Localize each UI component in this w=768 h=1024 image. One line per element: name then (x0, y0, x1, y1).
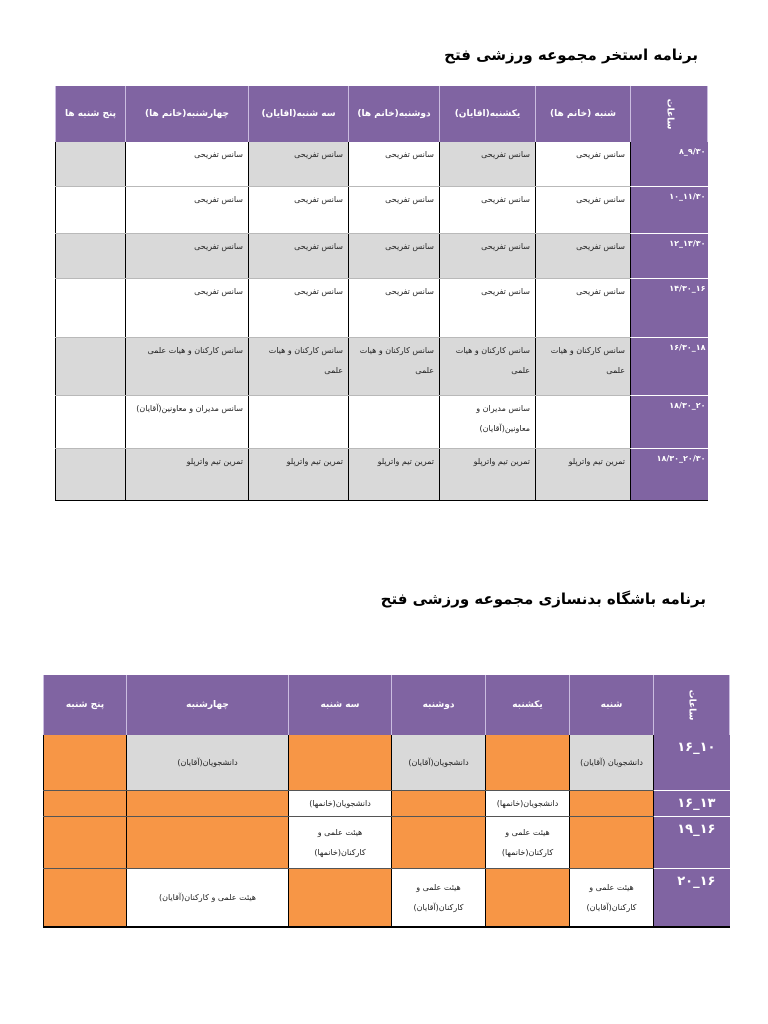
gym-cell-saturday (570, 791, 654, 817)
pool-time-cell: ۱۴/۳۰_۱۶ (631, 279, 708, 338)
pool-schedule-table (55, 86, 708, 501)
pool-cell-tuesday (249, 396, 349, 449)
pool-cell-tuesday: تمرین تیم واترپلو (249, 449, 349, 501)
pool-cell-thursday (56, 338, 126, 396)
gym-cell-thursday (44, 791, 127, 817)
gym-cell-sunday: هیئت علمی و کارکنان(خانمها) (486, 817, 570, 869)
gym-cell-wednesday (127, 791, 289, 817)
table-row (56, 187, 708, 234)
pool-cell-thursday (56, 396, 126, 449)
pool-header-saturday: شنبه (خانم ها) (536, 86, 631, 142)
pool-header-row (56, 86, 708, 142)
pool-cell-tuesday: سانس تفریحی (249, 142, 349, 187)
gym-header-sunday: یکشنبه (486, 675, 570, 735)
gym-header-wednesday: چهارشنبه (127, 675, 289, 735)
table-row (56, 142, 708, 187)
gym-time-cell: ۱۶_۱۳ (654, 791, 730, 817)
gym-cell-thursday (44, 735, 127, 791)
pool-header-time (631, 86, 708, 142)
table-row (44, 869, 730, 928)
pool-header-wednesday: چهارشنبه(خانم ها) (126, 86, 249, 142)
gym-header-thursday: پنج شنبه (44, 675, 127, 735)
gym-time-cell: ۱۶_۱۰ (654, 735, 730, 791)
pool-cell-wednesday: سانس کارکنان و هیات علمی (126, 338, 249, 396)
pool-cell-sunday: سانس مدیران و معاونین(آقایان) (440, 396, 536, 449)
pool-header-sunday: یکشنبه(اقایان) (440, 86, 536, 142)
gym-cell-thursday (44, 869, 127, 928)
gym-cell-monday (392, 791, 486, 817)
pool-cell-thursday (56, 187, 126, 234)
gym-header-tuesday: سه شنبه (289, 675, 392, 735)
table-row (56, 279, 708, 338)
pool-cell-wednesday: تمرین تیم واترپلو (126, 449, 249, 501)
gym-cell-tuesday: هیئت علمی و کارکنان(خانمها) (289, 817, 392, 869)
gym-cell-sunday (486, 735, 570, 791)
gym-cell-tuesday: دانشجویان(خانمها) (289, 791, 392, 817)
pool-cell-saturday: سانس تفریحی (536, 279, 631, 338)
gym-cell-saturday: هیئت علمی و کارکنان(آقایان) (570, 869, 654, 928)
gym-header-time (654, 675, 730, 735)
pool-cell-thursday (56, 279, 126, 338)
pool-cell-wednesday: سانس مدیران و معاونین(آقایان) (126, 396, 249, 449)
gym-cell-saturday (570, 817, 654, 869)
pool-cell-wednesday: سانس تفریحی (126, 142, 249, 187)
pool-cell-monday: سانس تفریحی (349, 234, 440, 279)
table-row (56, 234, 708, 279)
gym-time-cell: ۱۹_۱۶ (654, 817, 730, 869)
gym-cell-sunday: دانشجویان(خانمها) (486, 791, 570, 817)
pool-cell-sunday: سانس کارکنان و هیات علمی (440, 338, 536, 396)
gym-cell-monday (392, 817, 486, 869)
gym-cell-monday: دانشجویان(آقایان) (392, 735, 486, 791)
gym-header-saturday: شنبه (570, 675, 654, 735)
pool-header-time-label: ساعات (664, 98, 674, 130)
pool-cell-saturday: سانس تفریحی (536, 142, 631, 187)
pool-cell-wednesday: سانس تفریحی (126, 234, 249, 279)
pool-time-cell: ۱۸/۳۰_۲۰ (631, 396, 708, 449)
pool-cell-saturday: سانس تفریحی (536, 234, 631, 279)
gym-cell-sunday (486, 869, 570, 928)
pool-cell-monday: سانس کارکنان و هیات علمی (349, 338, 440, 396)
pool-cell-tuesday: سانس تفریحی (249, 279, 349, 338)
table-row (44, 735, 730, 791)
pool-cell-thursday (56, 142, 126, 187)
pool-schedule-title: برنامه استخر مجموعه ورزشی فتح (444, 46, 698, 64)
table-row (56, 449, 708, 501)
pool-time-cell: ۱۲_۱۳/۳۰ (631, 234, 708, 279)
gym-schedule-title: برنامه باشگاه بدنسازی مجموعه ورزشی فتح (380, 590, 706, 608)
pool-cell-wednesday: سانس تفریحی (126, 187, 249, 234)
pool-cell-monday (349, 396, 440, 449)
pool-time-cell: ۱۶/۳۰_۱۸ (631, 338, 708, 396)
pool-cell-saturday: سانس تفریحی (536, 187, 631, 234)
gym-cell-wednesday: هیئت علمی و کارکنان(آقایان) (127, 869, 289, 928)
pool-cell-monday: سانس تفریحی (349, 187, 440, 234)
pool-cell-sunday: سانس تفریحی (440, 142, 536, 187)
table-row (56, 338, 708, 396)
gym-header-time-label: ساعات (686, 689, 697, 721)
gym-schedule-table (43, 675, 730, 928)
pool-cell-saturday: سانس کارکنان و هیات علمی (536, 338, 631, 396)
gym-time-cell: ۲۰_۱۶ (654, 869, 730, 928)
gym-cell-thursday (44, 817, 127, 869)
gym-header-row (44, 675, 730, 735)
pool-cell-tuesday: سانس کارکنان و هیات علمی (249, 338, 349, 396)
gym-cell-wednesday: دانشجویان(آقایان) (127, 735, 289, 791)
pool-cell-thursday (56, 449, 126, 501)
pool-cell-sunday: سانس تفریحی (440, 279, 536, 338)
pool-cell-sunday: سانس تفریحی (440, 187, 536, 234)
gym-cell-monday: هیئت علمی و کارکنان(آقایان) (392, 869, 486, 928)
pool-cell-tuesday: سانس تفریحی (249, 234, 349, 279)
pool-cell-tuesday: سانس تفریحی (249, 187, 349, 234)
pool-time-cell: ۸_۹/۳۰ (631, 142, 708, 187)
gym-cell-wednesday (127, 817, 289, 869)
pool-header-tuesday: سه شنبه(اقایان) (249, 86, 349, 142)
pool-cell-wednesday: سانس تفریحی (126, 279, 249, 338)
gym-cell-saturday: دانشجویان (آقایان) (570, 735, 654, 791)
pool-header-monday: دوشنبه(خانم ها) (349, 86, 440, 142)
pool-cell-sunday: سانس تفریحی (440, 234, 536, 279)
gym-cell-tuesday (289, 735, 392, 791)
gym-cell-tuesday (289, 869, 392, 928)
pool-cell-saturday: تمرین تیم واترپلو (536, 449, 631, 501)
pool-cell-saturday (536, 396, 631, 449)
table-row (56, 396, 708, 449)
pool-cell-thursday (56, 234, 126, 279)
pool-cell-monday: سانس تفریحی (349, 142, 440, 187)
pool-time-cell: ۱۰_۱۱/۳۰ (631, 187, 708, 234)
pool-cell-sunday: تمرین تیم واترپلو (440, 449, 536, 501)
table-row (44, 817, 730, 869)
pool-cell-monday: تمرین تیم واترپلو (349, 449, 440, 501)
pool-header-thursday: پنج شنبه ها (56, 86, 126, 142)
table-row (44, 791, 730, 817)
gym-header-monday: دوشنبه (392, 675, 486, 735)
pool-time-cell: ۱۸/۳۰_۲۰/۳۰ (631, 449, 708, 501)
pool-cell-monday: سانس تفریحی (349, 279, 440, 338)
